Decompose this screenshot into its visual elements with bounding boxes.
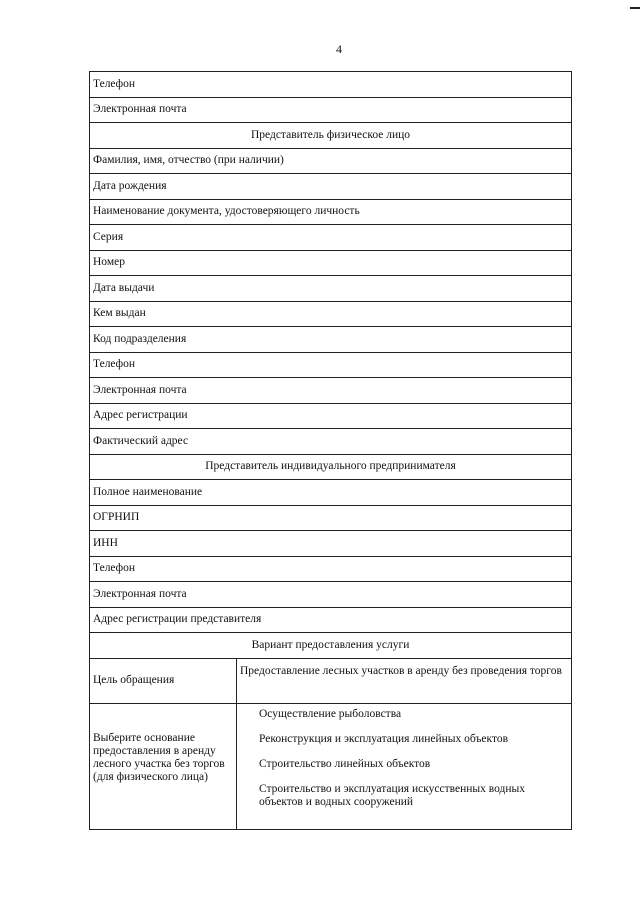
- form-field-row: [90, 97, 572, 123]
- section-header: Представитель индивидуального предпринимателя: [90, 454, 572, 480]
- basis-option[interactable]: Реконструкция и эксплуатация линейных объектов: [259, 732, 509, 745]
- form-field-row: [90, 174, 572, 200]
- field-label: Электронная почта: [90, 97, 572, 123]
- basis-options-list: [240, 704, 568, 829]
- field-label: Телефон: [90, 352, 572, 378]
- form-field-row: [90, 607, 572, 633]
- field-label: Кем выдан: [90, 301, 572, 327]
- form-field-row: [90, 531, 572, 557]
- field-label: Телефон: [90, 72, 572, 98]
- field-label: Фактический адрес: [90, 429, 572, 455]
- section-header: Вариант предоставления услуги: [90, 633, 572, 659]
- form-field-row: [90, 301, 572, 327]
- scan-corner-mark: [630, 7, 640, 9]
- basis-options-cell: [237, 703, 572, 829]
- field-label: Фамилия, имя, отчество (при наличии): [90, 148, 572, 174]
- field-label: Дата рождения: [90, 174, 572, 200]
- basis-option[interactable]: Осуществление рыболовства: [259, 707, 402, 720]
- purpose-label: Цель обращения: [90, 658, 237, 703]
- purpose-row: [90, 658, 572, 703]
- form-field-row: [90, 276, 572, 302]
- form-field-row: [90, 199, 572, 225]
- form-field-row: [90, 505, 572, 531]
- form-field-row: [90, 225, 572, 251]
- field-label: Телефон: [90, 556, 572, 582]
- page-number: 4: [336, 42, 342, 56]
- basis-option[interactable]: Строительство и эксплуатация искусственных водных объектов и водных сооружений: [259, 782, 526, 808]
- form-field-row: [90, 250, 572, 276]
- field-label: ИНН: [90, 531, 572, 557]
- form-field-row: [90, 480, 572, 506]
- field-label: Серия: [90, 225, 572, 251]
- field-label: ОГРНИП: [90, 505, 572, 531]
- application-form-table: [89, 71, 572, 830]
- field-label: Электронная почта: [90, 378, 572, 404]
- section-header-row: [90, 123, 572, 149]
- purpose-value: Предоставление лесных участков в аренду без проведения торгов: [237, 658, 572, 703]
- form-field-row: [90, 403, 572, 429]
- form-field-row: [90, 327, 572, 353]
- field-label: Наименование документа, удостоверяющего личность: [90, 199, 572, 225]
- field-label: Дата выдачи: [90, 276, 572, 302]
- field-label: Электронная почта: [90, 582, 572, 608]
- form-field-row: [90, 72, 572, 98]
- form-field-row: [90, 378, 572, 404]
- form-field-row: [90, 556, 572, 582]
- field-label: Номер: [90, 250, 572, 276]
- field-label: Код подразделения: [90, 327, 572, 353]
- section-header: Представитель физическое лицо: [90, 123, 572, 149]
- basis-option[interactable]: Строительство линейных объектов: [259, 757, 431, 770]
- field-label: Полное наименование: [90, 480, 572, 506]
- section-header-row: [90, 633, 572, 659]
- form-field-row: [90, 352, 572, 378]
- basis-label: Выберите основание предоставления в аренду лесного участка без торгов (для физического лица): [90, 703, 237, 829]
- field-label: Адрес регистрации: [90, 403, 572, 429]
- form-field-row: [90, 429, 572, 455]
- form-field-row: [90, 582, 572, 608]
- form-rows: [90, 72, 572, 659]
- basis-row: [90, 703, 572, 829]
- field-label: Адрес регистрации представителя: [90, 607, 572, 633]
- form-field-row: [90, 148, 572, 174]
- section-header-row: [90, 454, 572, 480]
